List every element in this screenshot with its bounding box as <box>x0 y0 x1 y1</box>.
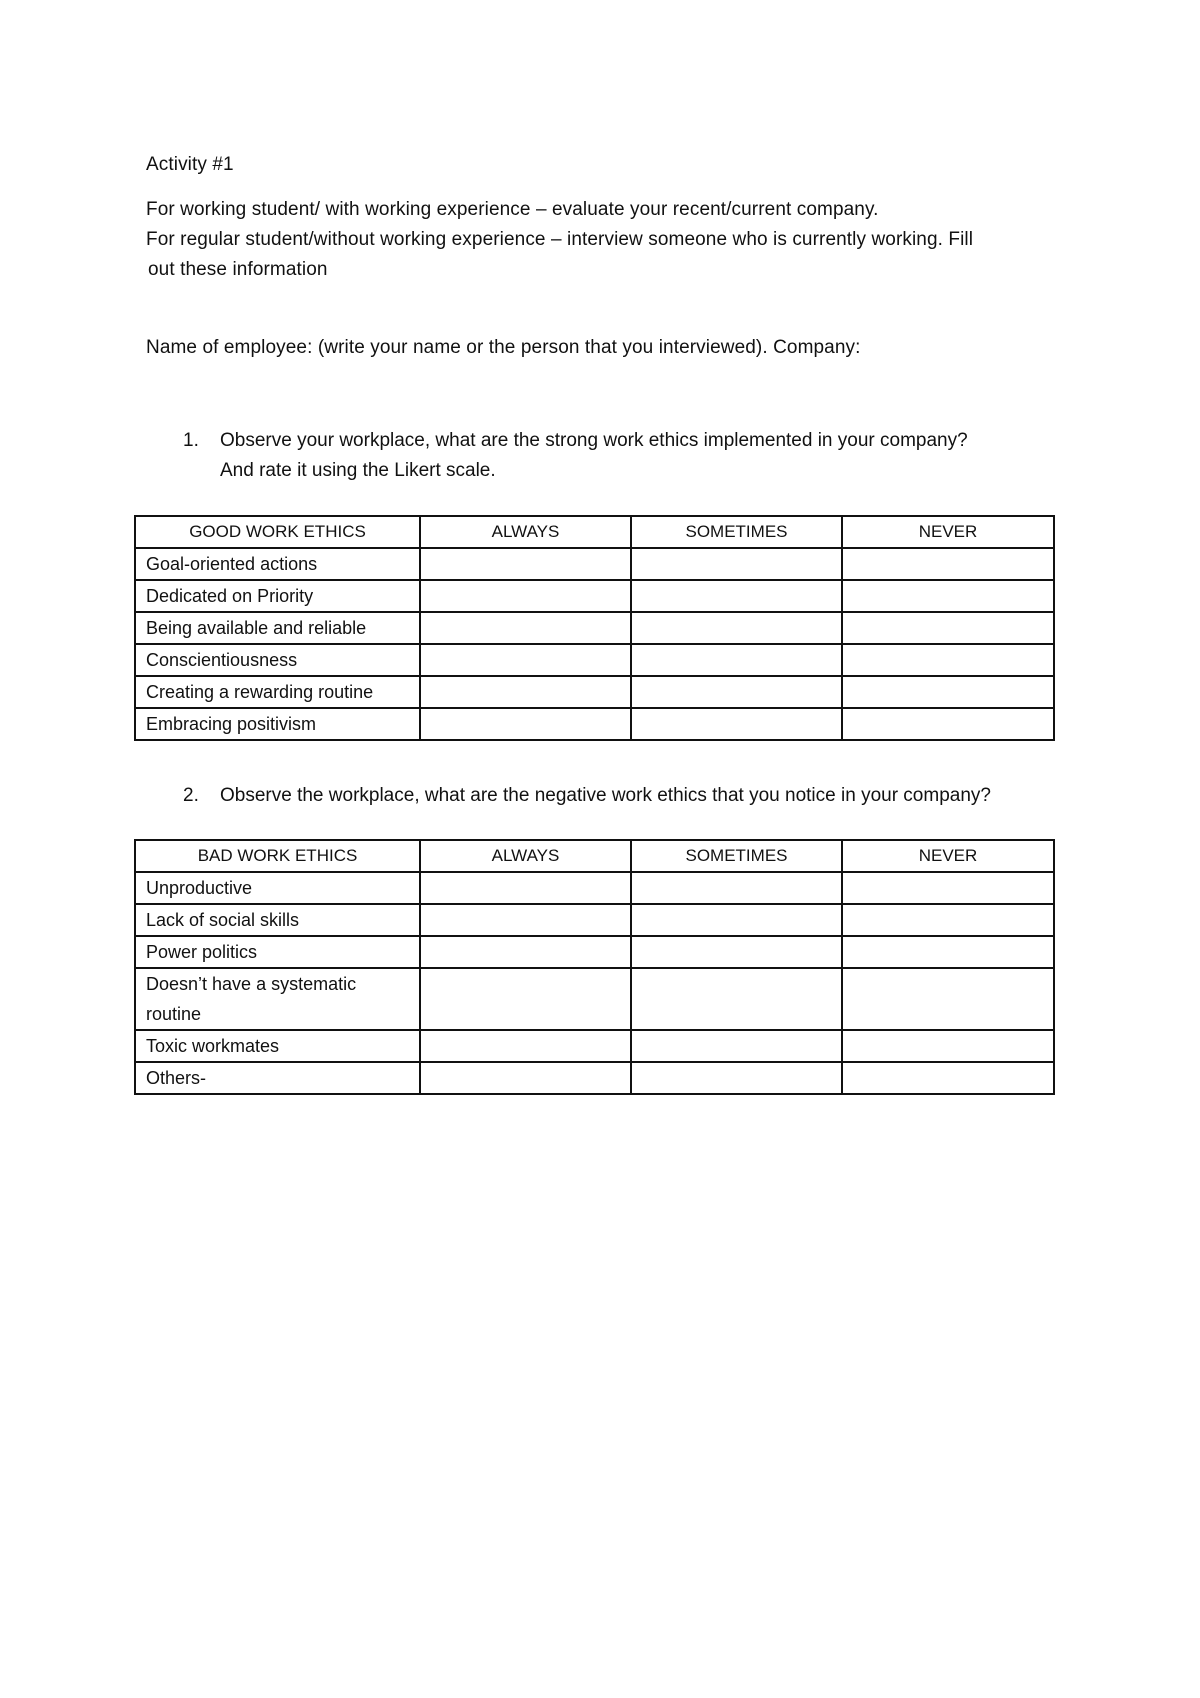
sometimes-cell[interactable] <box>631 968 842 1030</box>
always-cell[interactable] <box>420 548 631 580</box>
row-label: Doesn’t have a systematic routine <box>135 968 420 1030</box>
row-label: Embracing positivism <box>135 708 420 740</box>
always-cell[interactable] <box>420 644 631 676</box>
table-row <box>135 548 1054 580</box>
activity-title: Activity #1 <box>146 154 234 175</box>
table-row <box>135 1062 1054 1094</box>
column-header-ethic: BAD WORK ETHICS <box>135 840 420 872</box>
never-cell[interactable] <box>842 1062 1054 1094</box>
column-header-always: ALWAYS <box>420 840 631 872</box>
question-2-line1: Observe the workplace, what are the negative work ethics that you notice in your company? <box>220 785 991 806</box>
table-row <box>135 1030 1054 1062</box>
table-row <box>135 612 1054 644</box>
always-cell[interactable] <box>420 580 631 612</box>
always-cell[interactable] <box>420 904 631 936</box>
never-cell[interactable] <box>842 708 1054 740</box>
always-cell[interactable] <box>420 1030 631 1062</box>
row-label: Lack of social skills <box>135 904 420 936</box>
question-1-line1: Observe your workplace, what are the strong work ethics implemented in your company? <box>220 430 968 451</box>
column-header-never: NEVER <box>842 516 1054 548</box>
sometimes-cell[interactable] <box>631 580 842 612</box>
always-cell[interactable] <box>420 936 631 968</box>
row-label: Conscientiousness <box>135 644 420 676</box>
always-cell[interactable] <box>420 872 631 904</box>
always-cell[interactable] <box>420 612 631 644</box>
never-cell[interactable] <box>842 676 1054 708</box>
table-header-row <box>135 840 1054 872</box>
row-label: Others- <box>135 1062 420 1094</box>
table-row <box>135 904 1054 936</box>
sometimes-cell[interactable] <box>631 904 842 936</box>
sometimes-cell[interactable] <box>631 872 842 904</box>
always-cell[interactable] <box>420 676 631 708</box>
sometimes-cell[interactable] <box>631 936 842 968</box>
question-1-line2: And rate it using the Likert scale. <box>220 460 496 481</box>
table-row <box>135 872 1054 904</box>
sometimes-cell[interactable] <box>631 676 842 708</box>
row-label: Goal-oriented actions <box>135 548 420 580</box>
column-header-ethic: GOOD WORK ETHICS <box>135 516 420 548</box>
row-label: Dedicated on Priority <box>135 580 420 612</box>
never-cell[interactable] <box>842 968 1054 1030</box>
row-label: Toxic workmates <box>135 1030 420 1062</box>
row-label: Unproductive <box>135 872 420 904</box>
never-cell[interactable] <box>842 548 1054 580</box>
name-of-employee-line: Name of employee: (write your name or the person that you interviewed). Company: <box>146 337 861 358</box>
instruction-working-student: For working student/ with working experience – evaluate your recent/current company. <box>146 199 879 220</box>
question-2-number: 2. <box>183 785 199 806</box>
column-header-sometimes: SOMETIMES <box>631 840 842 872</box>
never-cell[interactable] <box>842 904 1054 936</box>
never-cell[interactable] <box>842 872 1054 904</box>
always-cell[interactable] <box>420 968 631 1030</box>
sometimes-cell[interactable] <box>631 1062 842 1094</box>
sometimes-cell[interactable] <box>631 1030 842 1062</box>
table-header-row <box>135 516 1054 548</box>
never-cell[interactable] <box>842 1030 1054 1062</box>
table-row <box>135 676 1054 708</box>
table-row <box>135 968 1054 1030</box>
instruction-regular-student-line1: For regular student/without working experience – interview someone who is currently working. Fill <box>146 229 974 250</box>
row-label: Creating a rewarding routine <box>135 676 420 708</box>
table-row <box>135 708 1054 740</box>
column-header-never: NEVER <box>842 840 1054 872</box>
column-header-always: ALWAYS <box>420 516 631 548</box>
table-row <box>135 580 1054 612</box>
always-cell[interactable] <box>420 1062 631 1094</box>
sometimes-cell[interactable] <box>631 708 842 740</box>
bad-work-ethics-table <box>134 839 1055 1095</box>
row-label: Power politics <box>135 936 420 968</box>
sometimes-cell[interactable] <box>631 644 842 676</box>
table-row <box>135 936 1054 968</box>
never-cell[interactable] <box>842 936 1054 968</box>
good-work-ethics-table <box>134 515 1055 741</box>
never-cell[interactable] <box>842 612 1054 644</box>
instruction-regular-student-line2: out these information <box>148 259 328 280</box>
question-1-number: 1. <box>183 430 199 451</box>
never-cell[interactable] <box>842 580 1054 612</box>
always-cell[interactable] <box>420 708 631 740</box>
sometimes-cell[interactable] <box>631 612 842 644</box>
sometimes-cell[interactable] <box>631 548 842 580</box>
never-cell[interactable] <box>842 644 1054 676</box>
table-row <box>135 644 1054 676</box>
row-label: Being available and reliable <box>135 612 420 644</box>
column-header-sometimes: SOMETIMES <box>631 516 842 548</box>
